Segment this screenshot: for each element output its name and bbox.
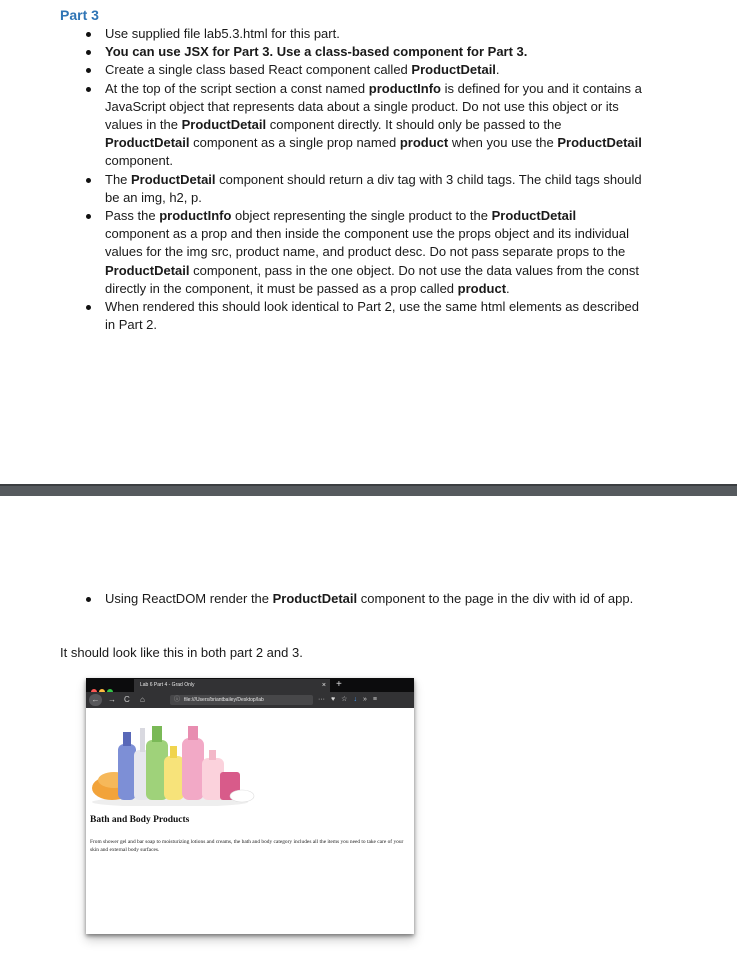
browser-tab[interactable] [134,679,330,692]
page-actions-icon[interactable]: ··· [318,696,325,703]
text-run: is defined for you and it contains a JavaScript object that represents data about a single product. Do not use this object or its values in the [105,80,642,133]
list-item [84,207,644,298]
bold-text: product [399,135,449,151]
list-item [84,590,644,608]
page-viewport [86,708,414,934]
reload-icon[interactable]: C [124,695,130,704]
bold-text: ProductDetail [411,62,496,78]
tab-bar [86,678,414,692]
home-icon[interactable]: ⌂ [140,695,145,704]
yellow-bottle-cap [170,746,177,758]
pink-bottle-cap [188,726,198,740]
tab-title: Lab 6 Part 4 - Grad Only [140,682,195,688]
list-item [84,25,644,43]
site-info-icon[interactable]: ⓘ [174,697,181,703]
bold-text: You can use JSX for Part 3. Use a class-based component for Part 3. [105,44,528,60]
white-bottle-pump [140,728,145,752]
text-run: Create a single class based React component called [105,62,412,78]
requirements-list [84,25,644,334]
list-item [84,80,644,171]
text-run: Using ReactDOM render the [105,591,273,606]
bold-text: product [457,280,507,296]
new-tab-icon[interactable]: + [336,679,342,690]
back-icon[interactable]: ← [89,694,102,706]
bold-text: ProductDetail [491,208,577,224]
section-heading: Part 3 [60,7,99,23]
outro-text: It should look like this in both part 2 and 3. [60,645,303,660]
text-run: At the top of the script section a const named [105,80,369,96]
toolbar-icons [318,695,383,705]
text-run: . [495,62,500,78]
browser-screenshot [86,678,414,934]
page-separator-shadow [0,484,737,486]
text-run: Pass the [105,208,160,224]
bold-text: ProductDetail [557,135,642,151]
pink-bottle [182,738,204,800]
text-run: component to the page in the div with id of app. [357,591,634,606]
list-item [84,61,644,79]
text-run: When rendered this should look identical to Part 2, use the same html elements as described in Part 2. [105,299,640,333]
text-run: The [105,171,132,187]
text-run: when you use the [448,135,558,151]
forward-icon[interactable]: → [108,695,116,704]
close-tab-icon[interactable]: × [321,682,326,689]
yellow-bottle [164,756,184,800]
list-item [84,43,644,61]
navigation-bar [86,692,414,708]
text-run: object representing the single product to the [231,208,492,224]
bold-text: ProductDetail [272,591,358,606]
list-item [84,298,644,334]
text-run: component, pass in the one object. Do not use the data values from the const directly in the component, it must be passed as a prop called [105,262,640,296]
text-run: component as a prop and then inside the component use the props object and its individual values for the img src, product name, and product desc. Do not pass separate props to the [105,226,629,260]
bold-text: ProductDetail [131,171,216,187]
text-run: component. [105,153,173,169]
hamburger-menu-icon[interactable]: ≡ [372,696,377,703]
product-description: From shower gel and bar soap to moisturizing lotions and creams, the bath and body category includes all the items you need to take care of your skin and external body surfaces. [90,839,404,853]
text-run: component directly. It should only be passed to the [266,117,562,133]
address-bar[interactable] [170,695,313,705]
bold-text: ProductDetail [105,135,190,151]
product-image [90,716,260,806]
bold-text: productInfo [368,80,441,96]
bold-text: productInfo [159,208,232,224]
overflow-icon[interactable]: » [362,696,367,703]
purple-bottle [118,744,136,800]
light-pink-bottle-pump [209,750,216,760]
purple-bottle-cap [123,732,131,746]
requirements-list-continued [84,590,644,608]
bold-text: ProductDetail [181,117,267,133]
text-run: component as a single prop named [189,135,400,151]
pocket-icon[interactable]: ♥ [331,696,336,703]
text-run: component should return a div tag with 3 child tags. The child tags should be an img, h2, p. [105,171,642,205]
green-bottle-cap [152,726,162,742]
list-item [84,171,644,207]
white-soap [230,790,254,802]
product-name: Bath and Body Products [90,815,190,825]
url-text: file:///Users/briantbailey/Desktop/lab [184,697,264,703]
download-icon[interactable]: ↓ [353,696,357,703]
text-run: . [506,280,510,296]
text-run: Use supplied file lab5.3.html for this part. [105,26,340,41]
bookmark-star-icon[interactable]: ☆ [341,696,348,703]
bold-text: ProductDetail [105,262,190,278]
